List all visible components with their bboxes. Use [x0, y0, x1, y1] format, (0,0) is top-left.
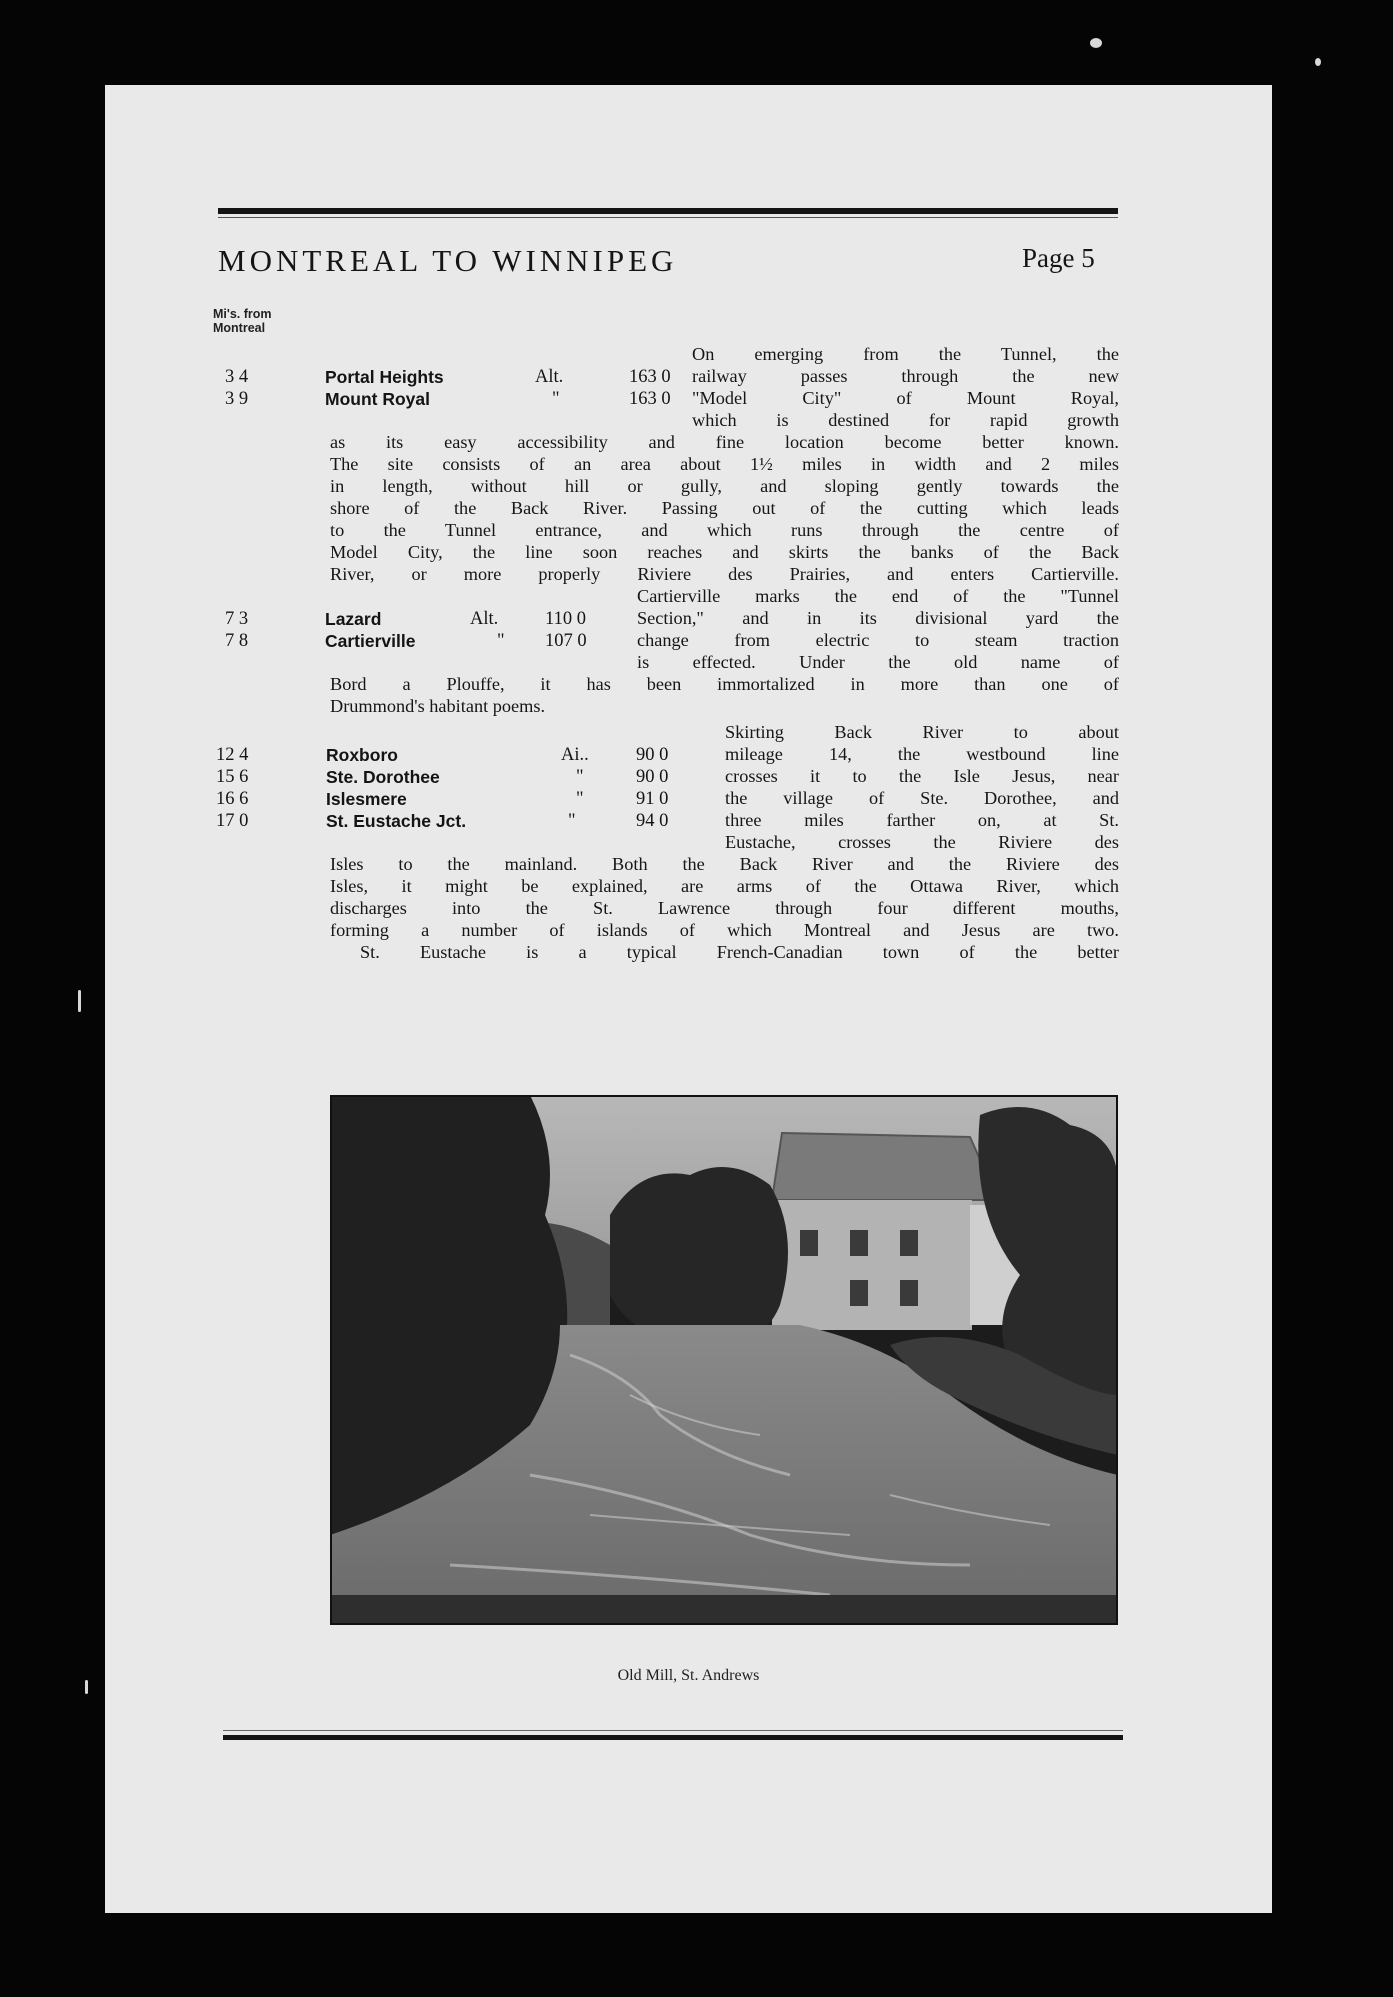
text-line: Section," and in its divisional yard the — [637, 608, 1119, 628]
text-line: St. Eustache is a typical French-Canadian town of the better — [360, 942, 1119, 962]
header-rule — [218, 208, 1118, 214]
scan-speck — [1315, 58, 1321, 66]
scan-speck — [85, 1680, 88, 1694]
text-line: Cartierville marks the end of the "Tunnel — [637, 586, 1119, 606]
text-line: in length, without hill or gully, and sloping gently towards the — [330, 476, 1119, 496]
text-line: is effected. Under the old name of — [637, 652, 1119, 672]
document-page: MONTREAL TO WINNIPEG Page 5 Mi's. from Montreal On emerging from the Tunnel, the railway passes through the new "Model City" of Mount Royal, which is destined for rapid growth as its easy accessibility and fine location become better known. The site consists of an area about 1½ miles in width and 2 miles in length, without hill or gully, and sloping gently towards the shore of the Back River. Passing out of the cutting which leads to the Tunnel entrance, and which runs through the centre of Model City, the line soon reaches and skirts the banks of the Back River, or more properly Riviere des Prairies, and enters Cartierville. Cartierville marks the end of the "Tunnel Section," and in its divisional yard the change from electric to steam traction is effected. Under the old name of Bord a Plouffe, it has been immortalized in more than one of Drummond's habitant poems. Skirting Back River to about mileage 14, the westbound line crosses it to the Isle Jesus, near the village of Ste. Dorothee, and three miles farther on, at St. Eustache, crosses the Riviere des Isles to the mainland. Both the Back River and the Riviere des Isles, it might be explained, are arms of the Ottawa River, which discharges into the St. Lawrence through four different mouths, forming a number of islands of which Montreal and Jesus are two. St. Eustache is a typical French-Canadian town of the better 3 4 Portal Heights Alt. 163 0 3 9 Mount Royal " 163 0 7 3 Lazard Alt. 110 0 7 8 Cartierville " 107 0 12 4 Roxboro Ai.. 90 0 15 6 Ste. Dorothee " 90 0 16 6 Islesmere " 91 0 17 0 St. Eustache Jct. " 94 0 Old Mill, St. Andrews — [105, 85, 1272, 1913]
text-line: Skirting Back River to about — [725, 722, 1119, 742]
page-number: Page 5 — [1022, 243, 1095, 273]
text-line: the village of Ste. Dorothee, and — [725, 788, 1119, 808]
text-line: River, or more properly Riviere des Prairies, and enters Cartierville. — [330, 564, 1119, 584]
text-line: Drummond's habitant poems. — [330, 696, 546, 716]
text-line: three miles farther on, at St. — [725, 810, 1119, 830]
text-line: On emerging from the Tunnel, the — [692, 344, 1119, 364]
scan-speck — [1090, 38, 1102, 48]
text-line: discharges into the St. Lawrence through four different mouths, — [330, 898, 1119, 918]
page-header-title: MONTREAL TO WINNIPEG — [218, 243, 678, 278]
miles-column-label: Mi's. from Montreal — [213, 307, 272, 335]
text-line: shore of the Back River. Passing out of the cutting which leads — [330, 498, 1119, 518]
header-rule-thin — [218, 217, 1118, 218]
text-line: railway passes through the new — [692, 366, 1119, 386]
text-line: forming a number of islands of which Montreal and Jesus are two. — [330, 920, 1119, 940]
footer-rule — [223, 1735, 1123, 1740]
text-line: Isles, it might be explained, are arms of the Ottawa River, which — [330, 876, 1119, 896]
text-line: Model City, the line soon reaches and skirts the banks of the Back — [330, 542, 1119, 562]
scan-speck — [78, 990, 81, 1012]
text-line: as its easy accessibility and fine location become better known. — [330, 432, 1119, 452]
text-line: Isles to the mainland. Both the Back River and the Riviere des — [330, 854, 1119, 874]
text-line: crosses it to the Isle Jesus, near — [725, 766, 1119, 786]
footer-rule-thin — [223, 1730, 1123, 1731]
text-line: mileage 14, the westbound line — [725, 744, 1119, 764]
photo-illustration — [330, 1095, 1118, 1625]
old-mill-photograph — [330, 1095, 1118, 1625]
text-line: to the Tunnel entrance, and which runs through the centre of — [330, 520, 1119, 540]
text-line: Eustache, crosses the Riviere des — [725, 832, 1119, 852]
photo-caption: Old Mill, St. Andrews — [617, 1667, 760, 1684]
text-line: The site consists of an area about 1½ miles in width and 2 miles — [330, 454, 1119, 474]
text-line: which is destined for rapid growth — [692, 410, 1119, 430]
text-line: Bord a Plouffe, it has been immortalized in more than one of — [330, 674, 1119, 694]
text-line: change from electric to steam traction — [637, 630, 1119, 650]
text-line: "Model City" of Mount Royal, — [692, 388, 1119, 408]
